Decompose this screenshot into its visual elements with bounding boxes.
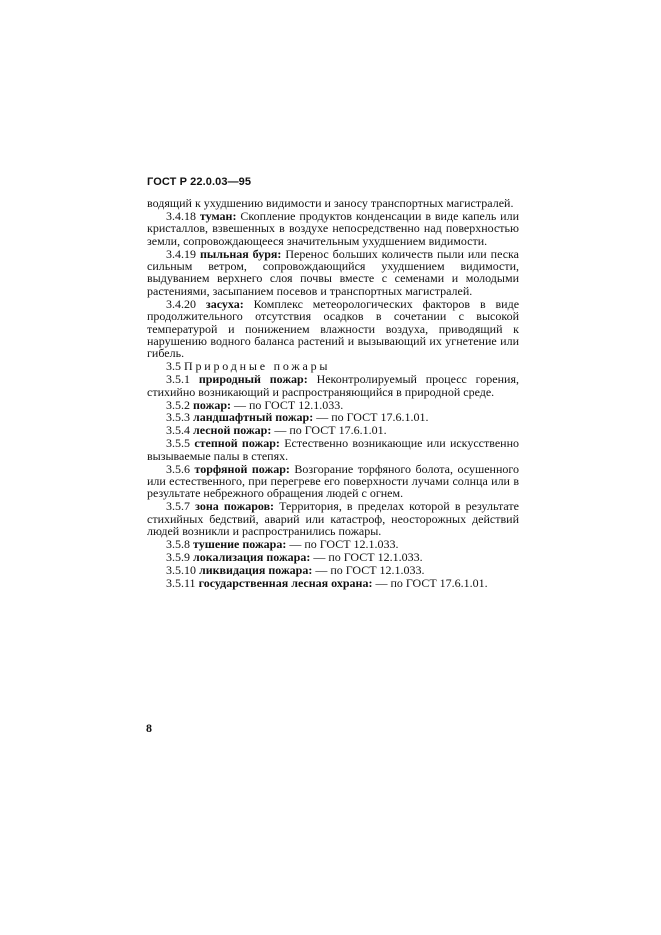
entry-text: — по ГОСТ 17.6.1.01. (316, 410, 429, 425)
entry-number: 3.5.1 (166, 372, 190, 387)
entry-3-5-3 (147, 411, 519, 423)
entry-number: 3.4.19 (166, 246, 196, 261)
entry-3-4-19 (147, 248, 519, 298)
entry-term: ландшафтный пожар: (193, 410, 314, 425)
entry-number: 3.4.18 (166, 208, 196, 223)
entry-3-5-4 (147, 424, 519, 436)
entry-term: туман: (199, 208, 237, 223)
entry-number: 3.5.11 (166, 575, 196, 590)
document-code-header: ГОСТ Р 22.0.03—95 (147, 176, 252, 188)
entry-number: 3.5.10 (166, 562, 196, 577)
entry-3-5-10 (147, 564, 519, 576)
entry-number: 3.5.2 (166, 397, 190, 412)
entry-3-4-18 (147, 210, 519, 247)
entry-3-5-11 (147, 577, 519, 589)
entry-text: — по ГОСТ 12.1.033. (289, 536, 399, 551)
entry-text: — по ГОСТ 12.1.033. (313, 549, 423, 564)
entry-term: зона пожаров: (195, 499, 275, 514)
entry-number: 3.5.4 (166, 423, 190, 438)
entry-term: природный пожар: (198, 372, 308, 387)
page-number: 8 (146, 721, 152, 735)
entry-term: засуха: (205, 296, 244, 311)
entry-number: 3.4.20 (166, 296, 196, 311)
entry-term: тушение пожара: (193, 536, 287, 551)
entry-3-4-20 (147, 298, 519, 360)
entry-number: 3.5.8 (166, 536, 190, 551)
entry-number: 3.5.7 (166, 499, 190, 514)
continuation-paragraph: водящий к ухудшению видимости и заносу транспортных магистралей. (147, 196, 514, 210)
entry-term: ликвидация пожара: (199, 562, 313, 577)
entry-3-5-7 (147, 500, 519, 537)
entry-3-5-9 (147, 551, 519, 563)
section-title: Природные пожары (184, 359, 331, 374)
entry-text: Естественно возникающие или искусственно вызываемые палы в степях. (147, 436, 520, 463)
section-heading (147, 360, 519, 372)
entry-3-5-8 (147, 538, 519, 550)
document-body (147, 197, 519, 590)
entry-number: 3.5.9 (166, 549, 190, 564)
entry-text: — по ГОСТ 17.6.1.01. (375, 575, 488, 590)
entry-term: локализация пожара: (193, 549, 311, 564)
entry-number: 3.5.3 (166, 410, 190, 425)
entry-3-5-5 (147, 437, 519, 462)
entry-text: Возгорание торфяного болота, осушенного или естественного, при перегреве его поверхности лучами солнца или в результате небрежного обращения людей с огнем. (147, 461, 519, 501)
entry-text: — по ГОСТ 12.1.033. (234, 397, 344, 412)
entry-term: лесной пожар: (193, 423, 272, 438)
section-number: 3.5 (166, 359, 181, 374)
entry-term: пожар: (193, 397, 231, 412)
entry-3-5-1 (147, 373, 519, 398)
entry-term: государственная лесная охрана: (198, 575, 373, 590)
entry-term: торфяной пожар: (194, 461, 290, 476)
entry-term: степной пожар: (194, 436, 280, 451)
entry-text: Перенос больших количеств пыли или песка сильным ветром, сопровождающийся ухудшением видимости, выдуванием верхнего слоя почвы вместе с семенами и молодыми растениями, засыпанием посевов и транспортных магистралей. (147, 246, 519, 298)
entry-number: 3.5.5 (166, 436, 190, 451)
entry-text: — по ГОСТ 17.6.1.01. (274, 423, 387, 438)
entry-3-5-2 (147, 399, 519, 411)
entry-text: Неконтролируемый процесс горения, стихийно возникающий и распространяющийся в природной среде. (147, 372, 519, 399)
entry-number: 3.5.6 (166, 461, 190, 476)
entry-text: — по ГОСТ 12.1.033. (315, 562, 425, 577)
entry-term: пыльная буря: (199, 246, 282, 261)
entry-text: Комплекс метеорологических факторов в виде продолжительного отсутствия осадков в сочетании с высокой температурой и понижением влажности воздуха, приводящий к нарушению водного баланса растений и вызывающий их угнетение или гибель. (147, 296, 520, 361)
entry-text: Скопление продуктов конденсации в виде капель или кристаллов, взвешенных в воздухе непосредственно над поверхностью земли, сопровождающееся значительным ухудшением видимости. (147, 208, 520, 248)
entry-3-5-6 (147, 463, 519, 500)
entry-text: Территория, в пределах которой в результате стихийных бедствий, аварий или катастроф, неосторожных действий людей возникли и распространились пожары. (147, 499, 519, 539)
